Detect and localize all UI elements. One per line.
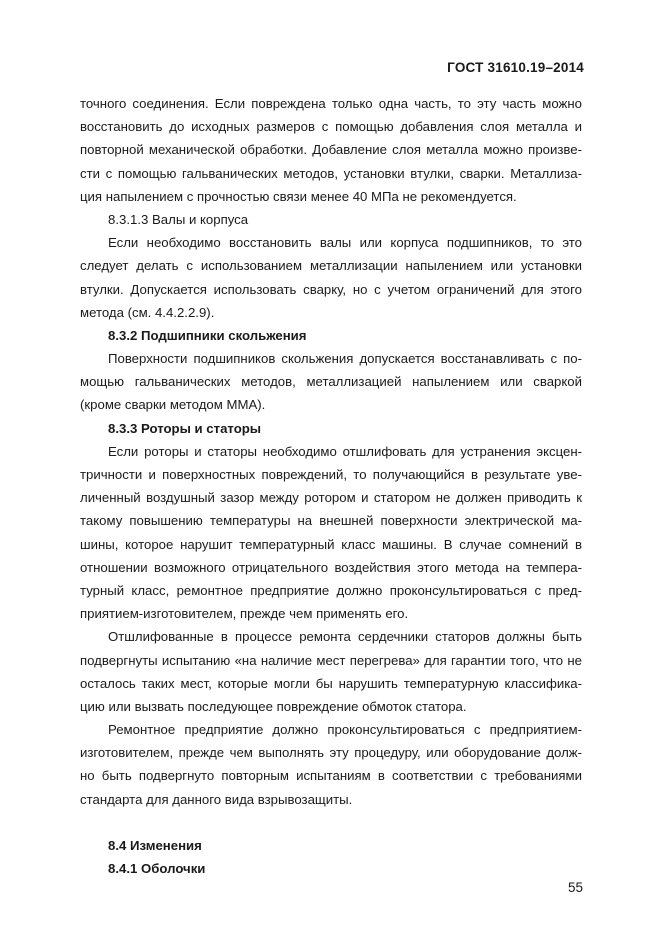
paragraph-stator-cores [80,625,582,718]
text-line: метода (см. 4.4.2.2.9). [80,304,215,320]
page-number: 55 [567,880,583,895]
document-body [80,92,582,880]
text-line: сти с помощью гальванических методов, установки втулки, сварки. Металлиза- [80,165,582,181]
section-heading-8-3-3: 8.3.3 Роторы и статоры [108,420,262,436]
text-line: турный класс, ремонтное предприятие должно проконсультироваться с пред- [80,582,582,598]
text-line: отношении возможного отрицательного воздействия этого метода на темпера- [80,559,582,575]
text-line: цию или вызвать последующее повреждение обмоток статора. [80,698,467,714]
text-line: приятием-изготовителем, прежде чем применять его. [80,606,409,622]
text-line: ция напылением с прочностью связи менее 40 МПа не рекомендуется. [80,188,517,204]
text-line: осталось таких мест, которые могли бы нарушить температурную классифика- [80,675,582,691]
text-line: Если роторы и статоры необходимо отшлифовать для устранения эксцен- [108,443,582,459]
document-header-id: ГОСТ 31610.19–2014 [447,60,584,75]
paragraph-continuation [80,92,582,208]
text-line: Если необходимо восстановить валы или корпуса подшипников, то это [108,235,582,251]
text-line: следует делать с использованием металлизации напылением или установки [80,258,582,274]
text-line: подвергнуты испытанию «на наличие мест перегрева» для гарантии того, что не [80,652,582,668]
text-line: (кроме сварки методом ММА). [80,397,266,413]
text-line: но быть подвергнуто повторным испытаниям в соответствии с требованиями [80,768,582,784]
vertical-spacer [80,811,582,834]
text-line: втулки. Допускается использовать сварку, но с учетом ограничений для этого [80,281,582,297]
text-line: Поверхности подшипников скольжения допускается восстанавливать с по- [108,351,582,367]
section-heading-8-4: 8.4 Изменения [108,837,202,853]
subsection-title-8-3-1-3: 8.3.1.3 Валы и корпуса [108,211,249,227]
text-line: личенный воздушный зазор между ротором и статором не должен приводить к [80,490,582,506]
text-line: Ремонтное предприятие должно проконсультироваться с предприятием- [108,722,582,738]
text-line: стандарта для данного вида взрывозащиты. [80,791,353,807]
text-line: Отшлифованные в процессе ремонта сердечники статоров должны быть [108,629,582,645]
paragraph-repair-consult [80,718,582,811]
text-line: изготовителем, прежде чем выполнять эту процедуру, или оборудование долж- [80,745,582,761]
paragraph-plain-bearings [80,347,582,417]
text-line: такому повышению температуры на внешней поверхности электрической ма- [80,513,582,529]
text-line: мощью гальванических методов, металлизацией напылением или сваркой [80,374,582,390]
text-line: тричности и поверхностных повреждений, то получающийся в результате уве- [80,467,582,482]
section-heading-8-4-1: 8.4.1 Оболочки [108,861,206,876]
text-line: восстановить до исходных размеров с помощью добавления слоя металла и [80,119,582,135]
section-heading-8-3-2: 8.3.2 Подшипники скольжения [108,327,307,343]
text-line: точного соединения. Если повреждена только одна часть, то эту часть можно [80,96,582,111]
text-line: шины, которое нарушит температурный класс машины. В случае сомнений в [80,536,582,552]
paragraph-rotors-stators [80,440,582,626]
text-line: повторной механической обработки. Добавление слоя металла можно произве- [80,142,582,158]
paragraph-shafts-housings [80,231,582,324]
